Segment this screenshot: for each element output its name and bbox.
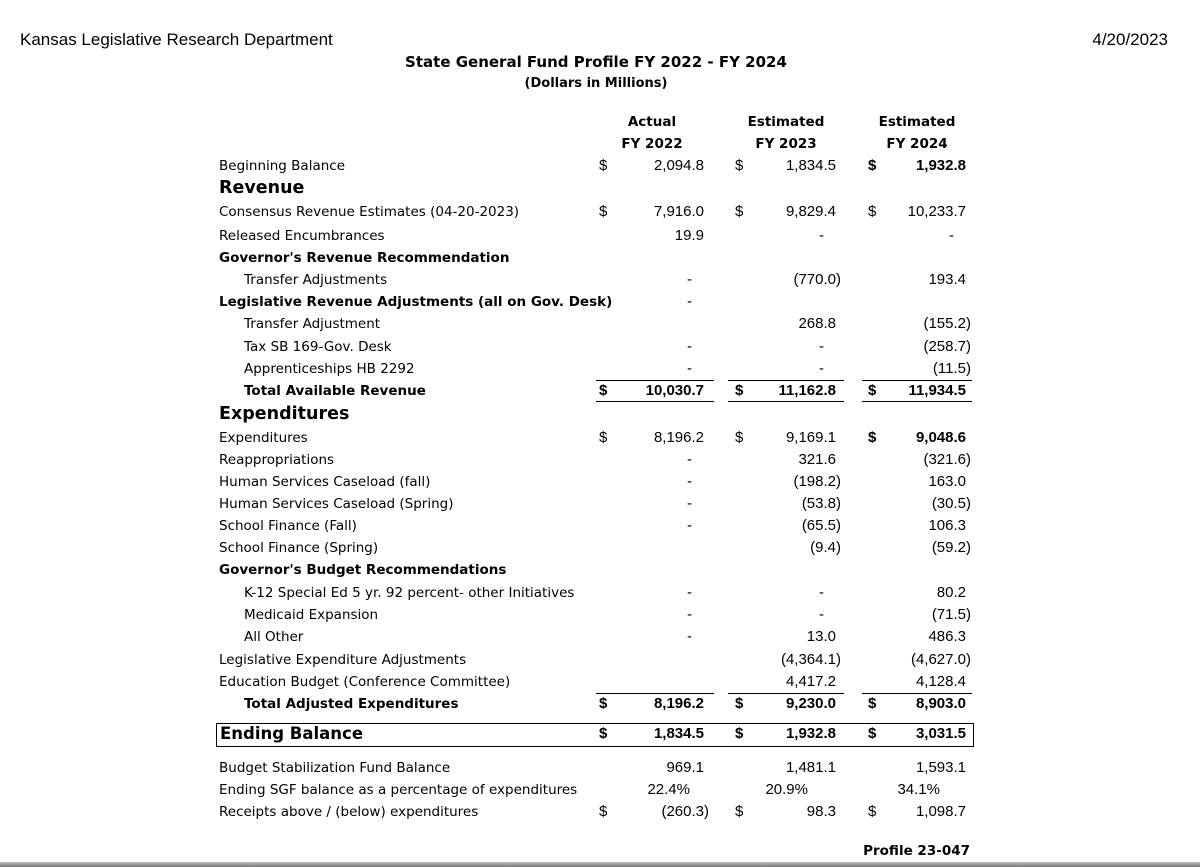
cell-value: 1,834.5	[785, 157, 836, 174]
cell-value: -	[687, 628, 692, 645]
currency-symbol: $	[868, 695, 877, 712]
table-row	[0, 537, 1200, 559]
cell-value: 10,030.7	[645, 382, 704, 399]
currency-symbol: $	[868, 803, 877, 820]
row-label: Released Encumbrances	[219, 228, 385, 244]
table-row	[0, 427, 1200, 449]
currency-symbol: $	[599, 382, 608, 399]
cell-value: -	[687, 338, 692, 355]
table-row	[0, 358, 1200, 380]
cell-value: 2,094.8	[653, 157, 704, 174]
cell-value: -	[687, 271, 692, 288]
row-label: Beginning Balance	[219, 158, 346, 174]
cell-value: (9.4)	[810, 539, 841, 556]
col-fy2024-line2: FY 2024	[886, 136, 948, 152]
rule-total-revenue-under-2	[728, 401, 844, 402]
cell-value: 4,128.4	[915, 673, 966, 690]
row-label: Governor's Revenue Recommendation	[219, 250, 510, 266]
row-label: Transfer Adjustment	[244, 316, 381, 332]
department-name: Kansas Legislative Research Department	[20, 30, 333, 49]
row-label: Human Services Caseload (Spring)	[219, 496, 454, 512]
cell-value: 9,230.0	[785, 695, 836, 712]
table-row	[0, 247, 1200, 269]
col-fy2022-header	[592, 111, 712, 155]
currency-symbol: $	[868, 203, 877, 220]
cell-value: -	[819, 227, 824, 244]
currency-symbol: $	[868, 725, 877, 742]
row-label: Apprenticeships HB 2292	[244, 361, 415, 377]
row-label: Ending Balance	[220, 724, 364, 743]
cell-value: 9,829.4	[785, 203, 836, 220]
cell-value: 80.2	[936, 584, 966, 601]
row-label: Reappropriations	[219, 452, 335, 468]
currency-symbol: $	[599, 157, 608, 174]
cell-value: (59.2)	[931, 539, 971, 556]
cell-value: 7,916.0	[653, 203, 704, 220]
cell-value: -	[819, 338, 824, 355]
cell-value: 4,417.2	[785, 673, 836, 690]
row-label: Tax SB 169-Gov. Desk	[244, 339, 392, 355]
table-row	[0, 225, 1200, 247]
cell-value: 20.9%	[765, 781, 808, 798]
currency-symbol: $	[735, 157, 744, 174]
cell-value: 1,932.8	[915, 157, 966, 174]
cell-value: 1,481.1	[785, 759, 836, 776]
cell-value: 1,098.7	[915, 803, 966, 820]
table-row	[0, 626, 1200, 648]
row-label: Expenditures	[219, 430, 308, 446]
rule-total-revenue-under-3	[862, 401, 972, 402]
table-row	[0, 515, 1200, 537]
cell-value: 19.9	[674, 227, 704, 244]
report-date: 4/20/2023	[1092, 30, 1168, 49]
table-row	[0, 779, 1200, 801]
row-label: Expenditures	[219, 404, 350, 424]
table-row	[0, 604, 1200, 626]
currency-symbol: $	[735, 725, 744, 742]
currency-symbol: $	[735, 203, 744, 220]
cell-value: -	[949, 227, 954, 244]
col-fy2022-line1: Actual	[627, 114, 677, 130]
cell-value: (260.3)	[661, 803, 709, 820]
cell-value: 1,932.8	[785, 725, 836, 742]
row-label: Revenue	[219, 178, 305, 198]
cell-value: 9,169.1	[785, 429, 836, 446]
table-row	[0, 269, 1200, 291]
table-row	[0, 649, 1200, 671]
cell-value: 268.8	[798, 315, 836, 332]
currency-symbol: $	[599, 725, 608, 742]
cell-value: 8,903.0	[915, 695, 966, 712]
currency-symbol: $	[868, 429, 877, 446]
row-label: All Other	[244, 629, 304, 645]
row-label: Medicaid Expansion	[244, 607, 379, 623]
cell-value: (155.2)	[923, 315, 971, 332]
table-row	[0, 801, 1200, 823]
currency-symbol: $	[735, 695, 744, 712]
rule-total-revenue-under-1	[596, 401, 714, 402]
col-fy2024-header	[857, 111, 977, 155]
table-row	[0, 155, 1200, 177]
row-label: Legislative Revenue Adjustments (all on Gov. Desk)	[219, 294, 613, 310]
cell-value: -	[687, 495, 692, 512]
cell-value: -	[819, 360, 824, 377]
bottom-bar	[0, 862, 1200, 867]
currency-symbol: $	[735, 429, 744, 446]
cell-value: 193.4	[928, 271, 966, 288]
currency-symbol: $	[868, 382, 877, 399]
row-label: K-12 Special Ed 5 yr. 92 percent- other Initiatives	[244, 585, 575, 601]
row-label: Receipts above / (below) expenditures	[219, 804, 479, 820]
profile-number: Profile 23-047	[863, 843, 970, 859]
report-subtitle: (Dollars in Millions)	[524, 76, 668, 91]
table-row	[0, 403, 1200, 425]
table-row	[0, 449, 1200, 471]
cell-value: 34.1%	[897, 781, 940, 798]
table-row	[0, 471, 1200, 493]
row-label: Education Budget (Conference Committee)	[219, 674, 511, 690]
table-row	[0, 177, 1200, 199]
currency-symbol: $	[599, 803, 608, 820]
row-label: Budget Stabilization Fund Balance	[219, 760, 451, 776]
table-row	[0, 201, 1200, 223]
table-row	[0, 582, 1200, 604]
col-fy2023-line1: Estimated	[747, 114, 825, 130]
rule-total-exp-1	[596, 693, 714, 694]
cell-value: 22.4%	[647, 781, 690, 798]
cell-value: 9,048.6	[915, 429, 966, 446]
col-fy2023-header	[726, 111, 846, 155]
rule-total-revenue-3	[862, 380, 972, 381]
cell-value: 11,162.8	[778, 382, 836, 399]
cell-value: (65.5)	[801, 517, 841, 534]
cell-value: -	[687, 606, 692, 623]
cell-value: 11,934.5	[908, 382, 966, 399]
row-label: Human Services Caseload (fall)	[219, 474, 431, 490]
currency-symbol: $	[599, 203, 608, 220]
cell-value: (30.5)	[931, 495, 971, 512]
rule-total-revenue-2	[728, 380, 844, 381]
rule-total-exp-3	[862, 693, 972, 694]
cell-value: 3,031.5	[915, 725, 966, 742]
currency-symbol: $	[735, 382, 744, 399]
cell-value: (258.7)	[923, 338, 971, 355]
report-title: State General Fund Profile FY 2022 - FY 2024	[405, 53, 787, 71]
currency-symbol: $	[599, 695, 608, 712]
row-label: Governor's Budget Recommendations	[219, 562, 507, 578]
cell-value: -	[687, 517, 692, 534]
row-label: Total Adjusted Expenditures	[244, 696, 459, 712]
row-label: School Finance (Spring)	[219, 540, 379, 556]
table-row	[0, 313, 1200, 335]
col-fy2022-line2: FY 2022	[621, 136, 683, 152]
cell-value: (770.0)	[793, 271, 841, 288]
cell-value: (321.6)	[923, 451, 971, 468]
cell-value: 8,196.2	[653, 695, 704, 712]
cell-value: -	[819, 584, 824, 601]
rule-total-revenue-1	[596, 380, 714, 381]
cell-value: -	[687, 451, 692, 468]
table-row	[0, 757, 1200, 779]
row-label: Total Available Revenue	[244, 383, 426, 399]
table-row	[0, 380, 1200, 402]
cell-value: (71.5)	[931, 606, 971, 623]
cell-value: 1,834.5	[653, 725, 704, 742]
table-row	[0, 559, 1200, 581]
cell-value: 10,233.7	[907, 203, 966, 220]
table-row	[0, 291, 1200, 313]
cell-value: 486.3	[928, 628, 966, 645]
row-label: Transfer Adjustments	[244, 272, 388, 288]
cell-value: -	[687, 360, 692, 377]
currency-symbol: $	[735, 803, 744, 820]
cell-value: -	[819, 606, 824, 623]
cell-value: 8,196.2	[653, 429, 704, 446]
col-fy2024-line1: Estimated	[878, 114, 956, 130]
cell-value: 969.1	[666, 759, 704, 776]
cell-value: 106.3	[928, 517, 966, 534]
cell-value: (53.8)	[801, 495, 841, 512]
table-row	[0, 336, 1200, 358]
cell-value: (198.2)	[793, 473, 841, 490]
cell-value: -	[687, 293, 692, 310]
cell-value: (11.5)	[932, 360, 971, 377]
col-fy2023-line2: FY 2023	[755, 136, 817, 152]
row-label: School Finance (Fall)	[219, 518, 357, 534]
cell-value: -	[687, 473, 692, 490]
row-label: Ending SGF balance as a percentage of expenditures	[219, 782, 578, 798]
table-row	[0, 693, 1200, 715]
cell-value: 1,593.1	[915, 759, 966, 776]
cell-value: 163.0	[928, 473, 966, 490]
cell-value: 321.6	[798, 451, 836, 468]
cell-value: (4,364.1)	[780, 651, 841, 668]
table-row	[0, 493, 1200, 515]
ending-balance-box	[216, 723, 974, 747]
currency-symbol: $	[599, 429, 608, 446]
rule-total-exp-2	[728, 693, 844, 694]
row-label: Consensus Revenue Estimates (04-20-2023)	[219, 204, 520, 220]
cell-value: 13.0	[806, 628, 836, 645]
cell-value: (4,627.0)	[910, 651, 971, 668]
cell-value: -	[687, 584, 692, 601]
row-label: Legislative Expenditure Adjustments	[219, 652, 467, 668]
table-row	[0, 671, 1200, 693]
currency-symbol: $	[868, 157, 877, 174]
cell-value: 98.3	[806, 803, 836, 820]
